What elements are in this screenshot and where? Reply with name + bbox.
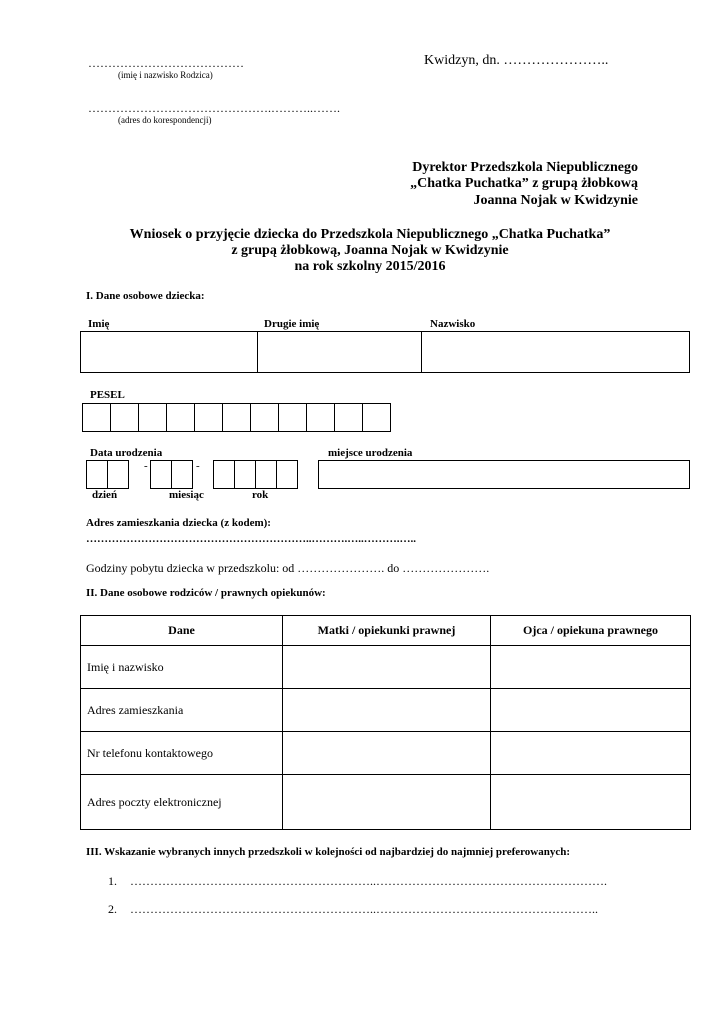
surname-label: Nazwisko	[430, 318, 476, 330]
father-email-input[interactable]	[491, 775, 691, 830]
mother-address-input[interactable]	[283, 689, 491, 732]
address-caption: (adres do korespondencji)	[118, 115, 212, 125]
form-title-line-1: Wniosek o przyjęcie dziecka do Przedszkola Niepublicznego „Chatka Puchatka”	[129, 227, 611, 242]
birth-date-label: Data urodzenia	[90, 447, 163, 459]
row-label-address: Adres zamieszkania	[81, 689, 283, 732]
mother-email-input[interactable]	[283, 775, 491, 830]
father-address-input[interactable]	[491, 689, 691, 732]
place-date-field[interactable]: Kwidzyn, dn. …………………..	[424, 53, 609, 68]
pesel-digit-cell[interactable]	[334, 403, 363, 432]
child-address-label: Adres zamieszkania dziecka (z kodem):	[86, 517, 271, 529]
table-row	[81, 689, 691, 732]
column-header-data: Dane	[81, 616, 283, 646]
section-2-heading: II. Dane osobowe rodziców / prawnych opiekunów:	[86, 587, 326, 599]
year-caption: rok	[252, 489, 269, 501]
birth-place-label: miejsce urodzenia	[328, 447, 413, 459]
date-separator: -	[196, 460, 200, 472]
row-label-full-name: Imię i nazwisko	[81, 646, 283, 689]
father-phone-input[interactable]	[491, 732, 691, 775]
section-3-heading: III. Wskazanie wybranych innych przedszkoli w kolejności od najbardziej do najmniej preferowanych:	[86, 846, 571, 858]
pesel-digit-cell[interactable]	[222, 403, 251, 432]
addressee-line-1: Dyrektor Przedszkola Niepublicznego	[412, 160, 638, 175]
pesel-digit-cell[interactable]	[166, 403, 195, 432]
day-digit-cell[interactable]	[107, 460, 129, 489]
year-digit-cell[interactable]	[276, 460, 298, 489]
birth-day-input[interactable]	[86, 460, 129, 489]
parents-data-table	[80, 615, 691, 830]
preference-number-2: 2.	[108, 902, 117, 916]
form-title-line-3: na rok szkolny 2015/2016	[294, 259, 446, 274]
addressee-line-3: Joanna Nojak w Kwidzynie	[473, 193, 638, 208]
date-separator: -	[144, 460, 148, 472]
month-caption: miesiąc	[169, 489, 204, 501]
column-header-father: Ojca / opiekuna prawnego	[491, 616, 691, 646]
pesel-digit-cell[interactable]	[250, 403, 279, 432]
pesel-digit-cell[interactable]	[82, 403, 111, 432]
month-digit-cell[interactable]	[150, 460, 172, 489]
pesel-digit-cell[interactable]	[138, 403, 167, 432]
pesel-digit-cell[interactable]	[110, 403, 139, 432]
day-caption: dzień	[92, 489, 118, 501]
day-digit-cell[interactable]	[86, 460, 108, 489]
table-row	[81, 732, 691, 775]
first-name-input[interactable]	[80, 331, 258, 373]
table-row	[81, 646, 691, 689]
birth-year-input[interactable]	[213, 460, 298, 489]
second-name-input[interactable]	[257, 331, 422, 373]
pesel-digit-cell[interactable]	[362, 403, 391, 432]
mother-phone-input[interactable]	[283, 732, 491, 775]
month-digit-cell[interactable]	[171, 460, 193, 489]
form-title-line-2: z grupą żłobkową, Joanna Nojak w Kwidzynie	[231, 243, 509, 258]
table-row	[81, 775, 691, 830]
parent-name-caption: (imię i nazwisko Rodzica)	[118, 70, 213, 80]
mother-full-name-input[interactable]	[283, 646, 491, 689]
row-label-email: Adres poczty elektronicznej	[81, 775, 283, 830]
year-digit-cell[interactable]	[213, 460, 235, 489]
preference-number-1: 1.	[108, 874, 117, 888]
pesel-digit-cell[interactable]	[278, 403, 307, 432]
correspondence-address-line[interactable]: ……………………………………….………..…….	[88, 101, 340, 115]
parent-name-line[interactable]: …………………………………	[88, 56, 244, 70]
pesel-digit-cell[interactable]	[306, 403, 335, 432]
preference-line-1[interactable]: ……………………………………………………..………………………………………………….	[130, 874, 607, 888]
attendance-hours-field[interactable]: Godziny pobytu dziecka w przedszkolu: od …………………. do ………………….	[86, 561, 490, 575]
addressee-line-2: „Chatka Puchatka” z grupą żłobkową	[410, 176, 638, 191]
birth-month-input[interactable]	[150, 460, 193, 489]
first-name-label: Imię	[88, 318, 110, 330]
pesel-input[interactable]	[82, 403, 391, 432]
row-label-phone: Nr telefonu kontaktowego	[81, 732, 283, 775]
pesel-label: PESEL	[90, 389, 125, 401]
year-digit-cell[interactable]	[255, 460, 277, 489]
column-header-mother: Matki / opiekunki prawnej	[283, 616, 491, 646]
section-1-heading: I. Dane osobowe dziecka:	[86, 290, 205, 302]
father-full-name-input[interactable]	[491, 646, 691, 689]
birth-place-input[interactable]	[318, 460, 690, 489]
preference-line-2[interactable]: ……………………………………………………..………………………………………………..	[130, 902, 598, 916]
year-digit-cell[interactable]	[234, 460, 256, 489]
pesel-digit-cell[interactable]	[194, 403, 223, 432]
child-address-line[interactable]: ……………………………………………………..……….…..……….…..	[86, 533, 416, 545]
second-name-label: Drugie imię	[264, 318, 320, 330]
surname-input[interactable]	[421, 331, 690, 373]
